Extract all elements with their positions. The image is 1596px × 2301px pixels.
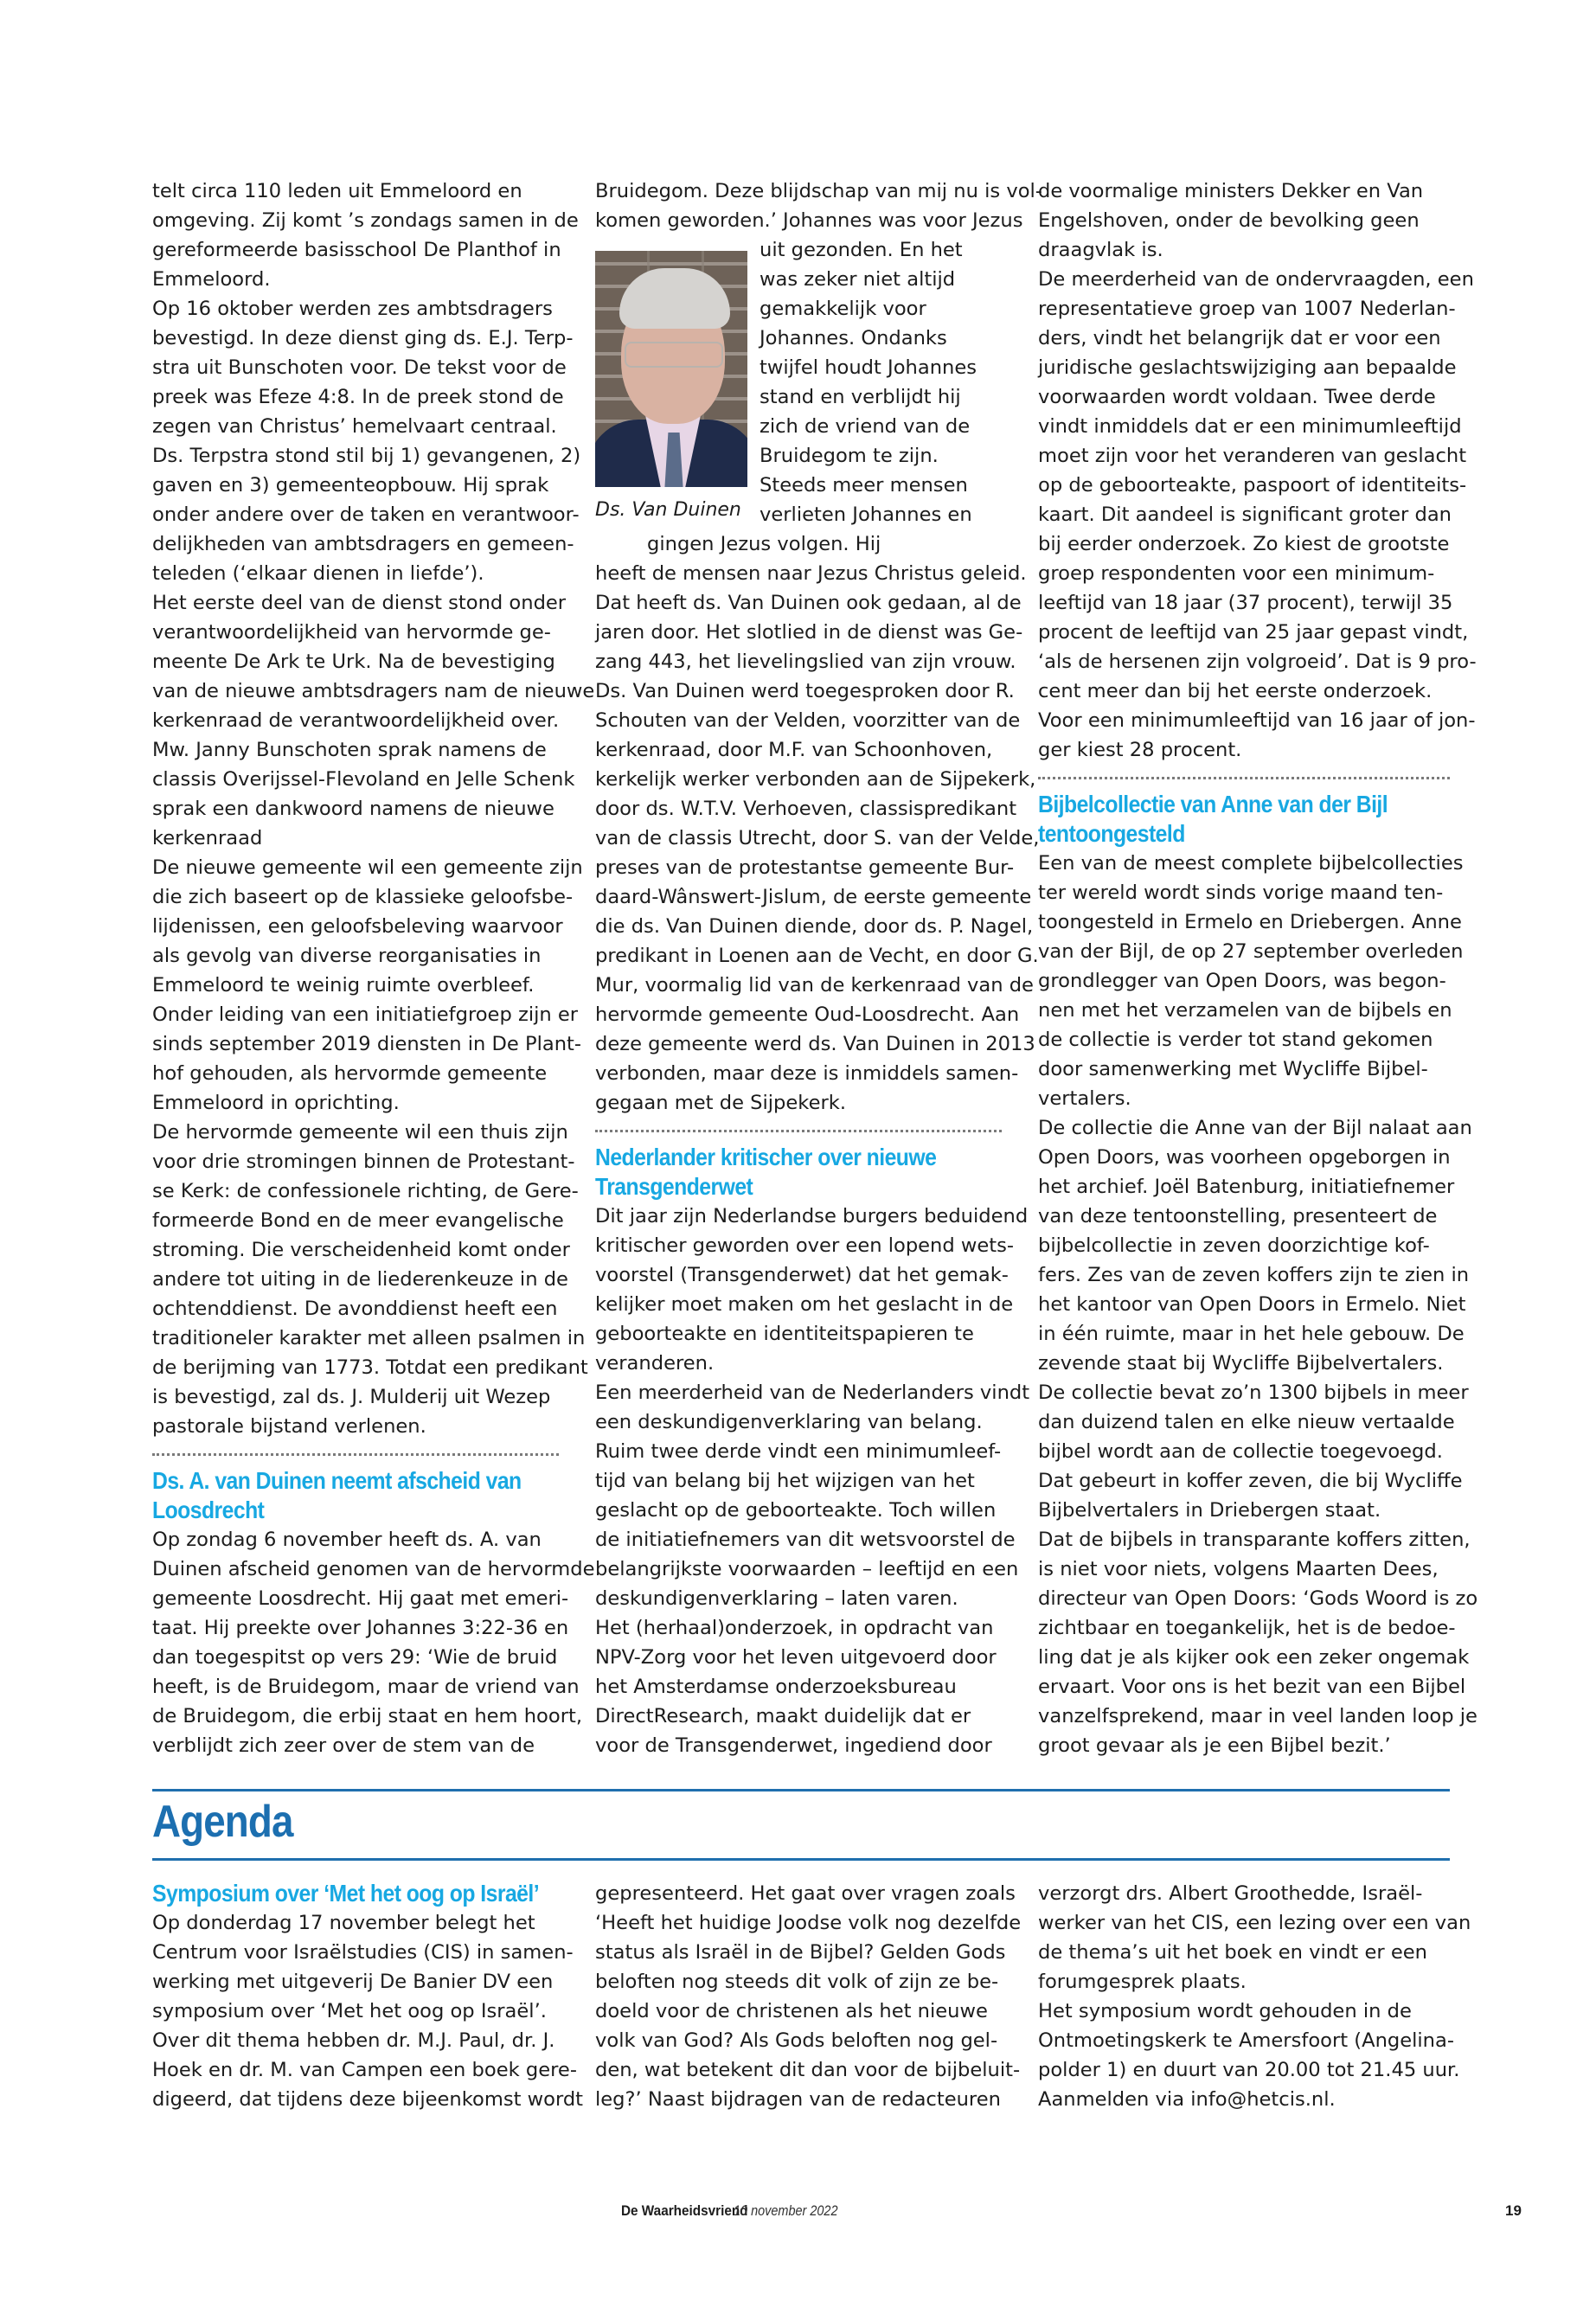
text-line: Bijbelcollectie van Anne van der Bijl: [1038, 791, 1388, 817]
text-line: het kantoor van Open Doors in Ermelo. Niet: [1038, 1293, 1466, 1316]
text-line: classis Overijssel-Flevoland en Jelle Schenk: [152, 768, 575, 791]
article-heading-transgenderwet: [595, 1143, 961, 1202]
section-rule-bottom: [152, 1858, 1450, 1861]
dotted-divider: [595, 1130, 1002, 1132]
text-line: geslacht op de geboorteakte. Toch willen: [595, 1499, 997, 1522]
text-line: omgeving. Zij komt ’s zondags samen in de: [152, 209, 579, 232]
text-line: De hervormde gemeente wil een thuis zijn: [152, 1121, 568, 1144]
text-line: vertalers.: [1038, 1087, 1131, 1110]
page-number: 19: [1505, 2202, 1522, 2219]
text-line: pastorale bijstand verlenen.: [152, 1415, 426, 1438]
text-line: kerkelijk werker verbonden aan de Sijpekerk,: [595, 768, 1036, 791]
text-line: draagvlak is.: [1038, 239, 1163, 261]
text-line: gereformeerde basisschool De Planthof in: [152, 239, 561, 261]
text-line: de collectie is verder tot stand gekomen: [1038, 1029, 1433, 1051]
text-line: verzorgt drs. Albert Groothedde, Israël-: [1038, 1882, 1423, 1905]
text-line: van der Bijl, de op 27 september overleden: [1038, 940, 1464, 963]
text-line: gemakkelijk voor: [760, 298, 926, 320]
text-line: juridische geslachtswijziging aan bepaalde: [1038, 356, 1457, 379]
text-line: Op 16 oktober werden zes ambtsdragers: [152, 298, 553, 320]
text-line: leeftijd van 18 jaar (37 procent), terwijl 35: [1038, 592, 1453, 614]
text-line: hof gehouden, als hervormde gemeente: [152, 1062, 548, 1085]
text-line: Johannes. Ondanks: [760, 327, 947, 349]
text-line: verlieten Johannes en: [760, 503, 972, 526]
text-line: grondlegger van Open Doors, was begon-: [1038, 970, 1446, 992]
dotted-divider: [152, 1453, 559, 1456]
text-line: tijd van belang bij het wijzigen van het: [595, 1470, 975, 1492]
text-line: cent meer dan bij het eerste onderzoek.: [1038, 680, 1433, 702]
text-line: directeur van Open Doors: ‘Gods Woord is zo: [1038, 1587, 1478, 1610]
article-body-continued-2: [595, 559, 1040, 1118]
photo-figure: [595, 251, 747, 525]
text-line: Op zondag 6 november heeft ds. A. van: [152, 1529, 542, 1551]
text-line: preek was Efeze 4:8. In de preek stond de: [152, 386, 564, 408]
text-line: een deskundigenverklaring van belang.: [595, 1411, 983, 1433]
text-line: Ruim twee derde vindt een minimumleef-: [595, 1440, 1002, 1463]
text-line: kelijker moet maken om het geslacht in de: [595, 1293, 1014, 1316]
text-line: ‘als de hersenen zijn volgroeid’. Dat is 9 pro-: [1038, 651, 1477, 673]
article-body: [152, 176, 595, 1441]
text-line: Nederlander kritischer over nieuwe: [595, 1144, 937, 1170]
text-line: meente De Ark te Urk. Na de bevestiging: [152, 651, 555, 673]
text-line: Over dit thema hebben dr. M.J. Paul, dr. J.: [152, 2029, 555, 2052]
text-line: onder andere over de taken en verantwoor-: [152, 503, 580, 526]
text-line: zichtbaar en toegankelijk, het is de bedoe-: [1038, 1617, 1456, 1639]
text-line: Schouten van der Velden, voorzitter van de: [595, 709, 1021, 732]
text-line: NPV-Zorg voor het leven uitgevoerd door: [595, 1646, 997, 1669]
text-line: van de nieuwe ambtsdragers nam de nieuwe: [152, 680, 595, 702]
text-line: die ds. Van Duinen diende, door ds. P. Nagel,: [595, 915, 1034, 938]
portrait-photo: [595, 251, 747, 487]
text-line: polder 1) en duurt van 20.00 tot 21.45 uur.: [1038, 2059, 1460, 2081]
agenda-body-continued-2: [1038, 1879, 1471, 2114]
text-line: Aanmelden via info@hetcis.nl.: [1038, 2088, 1336, 2111]
text-line: teleden (‘elkaar dienen in liefde’).: [152, 562, 484, 585]
agenda-body-continued: [595, 1879, 1022, 2114]
text-line: doeld voor de christenen als het nieuwe: [595, 2000, 988, 2022]
text-line: Bruidegom. Deze blijdschap van mij nu is vol-: [595, 180, 1042, 202]
text-line: representatieve groep van 1007 Nederlan-: [1038, 298, 1456, 320]
text-line: als gevolg van diverse reorganisaties in: [152, 945, 542, 967]
text-line: bijbelcollectie in zeven doorzichtige kof-: [1038, 1234, 1430, 1257]
text-line: deze gemeente werd ds. Van Duinen in 2013: [595, 1033, 1035, 1055]
text-line: Centrum voor Israëlstudies (CIS) in samen-: [152, 1941, 574, 1964]
text-line: Steeds meer mensen: [760, 474, 968, 497]
text-line: status als Israël in de Bijbel? Gelden Gods: [595, 1941, 1006, 1964]
text-line: lijdenissen, een geloofsbeleving waarvoor: [152, 915, 563, 938]
article-body-transgenderwet: [595, 1202, 1030, 1760]
text-line: hervormde gemeente Oud-Loosdrecht. Aan: [595, 1003, 1020, 1026]
article-body-continued: [595, 176, 1042, 235]
text-line: deskundigenverklaring – laten varen.: [595, 1587, 958, 1610]
text-line: Emmeloord.: [152, 268, 271, 291]
text-line: verblijdt zich zeer over de stem van de: [152, 1734, 535, 1757]
text-line: predikant in Loenen aan de Vecht, en door G.: [595, 945, 1039, 967]
text-line: jaren door. Het slotlied in de dienst was Ge-: [595, 621, 1023, 644]
text-line: stra uit Bunschoten voor. De tekst voor de: [152, 356, 567, 379]
agenda-body: [152, 1908, 584, 2114]
text-line: leg?’ Naast bijdragen van de redacteuren: [595, 2088, 1001, 2111]
agenda-title: Agenda: [152, 1797, 293, 1847]
text-line: Bruidegom te zijn.: [760, 445, 939, 467]
text-line: Het (herhaal)onderzoek, in opdracht van: [595, 1617, 994, 1639]
text-line: heeft, is de Bruidegom, maar de vriend van: [152, 1676, 580, 1698]
text-line: sinds september 2019 diensten in De Plant-: [152, 1033, 582, 1055]
text-line: De collectie bevat zo’n 1300 bijbels in meer: [1038, 1381, 1469, 1404]
text-line: door samenwerking met Wycliffe Bijbel-: [1038, 1058, 1428, 1080]
text-line: symposium over ‘Met het oog op Israël’.: [152, 2000, 547, 2022]
text-line: komen geworden.’ Johannes was voor Jezus: [595, 209, 1023, 232]
text-line: Emmeloord te weinig ruimte overbleef.: [152, 974, 535, 997]
text-line: Emmeloord in oprichting.: [152, 1092, 400, 1114]
text-line: preses van de protestantse gemeente Bur-: [595, 856, 1015, 879]
text-line: gaven en 3) gemeenteopbouw. Hij sprak: [152, 474, 549, 497]
section-rule-top: [152, 1789, 1450, 1791]
text-line: Ds. A. van Duinen neemt afscheid van: [152, 1467, 522, 1494]
text-line: sprak een dankwoord namens de nieuwe: [152, 798, 554, 820]
text-line: Duinen afscheid genomen van de hervormde: [152, 1558, 595, 1580]
text-line: se Kerk: de confessionele richting, de Gere-: [152, 1180, 579, 1202]
text-line: delijkheden van ambtsdragers en gemeen-: [152, 533, 574, 555]
text-line: digeerd, dat tijdens deze bijeenkomst wordt: [152, 2088, 584, 2111]
text-line: vanzelfsprekend, maar in veel landen loop je: [1038, 1705, 1477, 1727]
text-line: zevende staat bij Wycliffe Bijbelvertalers.: [1038, 1352, 1444, 1375]
text-line: procent de leeftijd van 25 jaar gepast vindt,: [1038, 621, 1469, 644]
article-body-bijbelcollectie: [1038, 849, 1478, 1760]
text-line: Bijbelvertalers in Driebergen staat.: [1038, 1499, 1381, 1522]
text-line: van deze tentoonstelling, presenteert de: [1038, 1205, 1438, 1227]
dotted-divider: [1038, 777, 1450, 779]
text-line: werking met uitgeverij De Banier DV een: [152, 1971, 554, 1993]
text-line: de voormalige ministers Dekker en Van: [1038, 180, 1424, 202]
text-line: van de classis Utrecht, door S. van der Velde,: [595, 827, 1040, 849]
text-line: stroming. Die verscheidenheid komt onder: [152, 1239, 570, 1261]
text-line: de Bruidegom, die erbij staat en hem hoort,: [152, 1705, 583, 1727]
text-line: Dat de bijbels in transparante koffers zitten,: [1038, 1529, 1471, 1551]
text-line: Dat gebeurt in koffer zeven, die bij Wycliffe: [1038, 1470, 1463, 1492]
text-line: kerkenraad: [152, 827, 263, 849]
text-line: is niet voor niets, volgens Maarten Dees,: [1038, 1558, 1439, 1580]
text-line: De meerderheid van de ondervraagden, een: [1038, 268, 1474, 291]
text-line: geboorteakte en identiteitspapieren te: [595, 1323, 974, 1345]
text-line: voorstel (Transgenderwet) dat het gemak-: [595, 1264, 1009, 1286]
footer-date: 10 november 2022: [734, 2202, 838, 2219]
text-line: twijfel houdt Johannes: [760, 356, 977, 379]
text-line: voor de Transgenderwet, ingediend door: [595, 1734, 992, 1757]
text-line: bij eerder onderzoek. Zo kiest de grootste: [1038, 533, 1450, 555]
text-line: nen met het verzamelen van de bijbels en: [1038, 999, 1452, 1022]
text-line: tentoongesteld: [1038, 820, 1185, 847]
agenda-column-3: [1038, 1879, 1471, 2114]
text-line: gepresenteerd. Het gaat over vragen zoals: [595, 1882, 1016, 1905]
article-body-van-duinen: [152, 1525, 595, 1760]
photo-caption: Ds. Van Duinen: [595, 499, 741, 521]
text-line: Mur, voormalig lid van de kerkenraad van de: [595, 974, 1034, 997]
text-line: die zich baseert op de klassieke geloofsbe-: [152, 886, 574, 908]
column-2: [595, 176, 1042, 1760]
agenda-column-1: [152, 1879, 584, 2114]
text-line: werker van het CIS, een lezing over een van: [1038, 1912, 1471, 1934]
text-line: beloften nog steeds dit volk of zijn ze be-: [595, 1971, 999, 1993]
text-line: op de geboorteakte, paspoort of identiteits-: [1038, 474, 1467, 497]
text-line: Dit jaar zijn Nederlandse burgers beduidend: [595, 1205, 1029, 1227]
text-line: voorwaarden wordt voldaan. Twee derde: [1038, 386, 1436, 408]
text-line: gingen Jezus volgen. Hij: [647, 533, 881, 555]
text-line: Ontmoetingskerk te Amersfoort (Angelina-: [1038, 2029, 1454, 2052]
text-line: stand en verblijdt hij: [760, 386, 961, 408]
text-line: ling dat je als kijker ook een zeker ongemak: [1038, 1646, 1470, 1669]
text-line: telt circa 110 leden uit Emmeloord en: [152, 180, 522, 202]
column-3: [1038, 176, 1478, 1760]
text-line: Het eerste deel van de dienst stond onder: [152, 592, 567, 614]
agenda-column-2: [595, 1879, 1022, 2114]
text-line: groep respondenten voor een minimum-: [1038, 562, 1435, 585]
text-line: heeft de mensen naar Jezus Christus geleid.: [595, 562, 1027, 585]
text-line: dan duizend talen en elke nieuw vertaalde: [1038, 1411, 1455, 1433]
text-line: Transgenderwet: [595, 1173, 753, 1200]
text-line: verantwoordelijkheid van hervormde ge-: [152, 621, 551, 644]
text-line: bijbel wordt aan de collectie toegevoegd.: [1038, 1440, 1443, 1463]
article-heading-van-duinen: [152, 1466, 522, 1525]
text-line: Een van de meest complete bijbelcollecties: [1038, 852, 1464, 875]
text-line: daard-Wânswert-Jislum, de eerste gemeente: [595, 886, 1032, 908]
text-line: Mw. Janny Bunschoten sprak namens de: [152, 739, 547, 761]
text-line: andere tot uiting in de liederenkeuze in de: [152, 1268, 568, 1291]
text-line: Een meerderheid van de Nederlanders vindt: [595, 1381, 1030, 1404]
text-line: het Amsterdamse onderzoeksbureau: [595, 1676, 957, 1698]
text-line: gemeente Loosdrecht. Hij gaat met emeri-: [152, 1587, 569, 1610]
text-line: formeerde Bond en de meer evangelische: [152, 1209, 564, 1232]
text-line: door ds. W.T.V. Verhoeven, classispredikant: [595, 798, 1017, 820]
text-line: taat. Hij preekte over Johannes 3:22-36 en: [152, 1617, 569, 1639]
text-line: Loosdrecht: [152, 1497, 265, 1523]
text-line: toongesteld in Ermelo en Driebergen. Anne: [1038, 911, 1462, 933]
text-line: moet zijn voor het veranderen van geslacht: [1038, 445, 1467, 467]
column-1: [152, 176, 595, 1760]
text-line: fers. Zes van de zeven koffers zijn te zien in: [1038, 1264, 1470, 1286]
text-line: forumgesprek plaats.: [1038, 1971, 1247, 1993]
text-line: Engelshoven, onder de bevolking geen: [1038, 209, 1420, 232]
text-line: zang 443, het lievelingslied van zijn vrouw.: [595, 651, 1016, 673]
text-line: ders, vindt het belangrijk dat er voor een: [1038, 327, 1441, 349]
text-line: veranderen.: [595, 1352, 715, 1375]
text-line: zich de vriend van de: [760, 415, 971, 438]
text-line: voor drie stromingen binnen de Protestant-: [152, 1150, 575, 1173]
text-line: De nieuwe gemeente wil een gemeente zijn: [152, 856, 583, 879]
text-line: Dat heeft ds. Van Duinen ook gedaan, al de: [595, 592, 1022, 614]
text-line: Ds. Terpstra stond stil bij 1) gevangenen, 2): [152, 445, 581, 467]
text-line: groot gevaar als je een Bijbel bezit.’: [1038, 1734, 1391, 1757]
agenda-heading: Symposium over ‘Met het oog op Israël’: [152, 1880, 540, 1907]
text-line: Het symposium wordt gehouden in de: [1038, 2000, 1412, 2022]
text-line: ‘Heeft het huidige Joodse volk nog dezelfde: [595, 1912, 1022, 1934]
text-line: bevestigd. In deze dienst ging ds. E.J. Terp-: [152, 327, 574, 349]
text-line: de initiatiefnemers van dit wetsvoorstel de: [595, 1529, 1016, 1551]
text-line: gegaan met de Sijpekerk.: [595, 1092, 847, 1114]
text-line: volk van God? Als Gods beloften nog gel-: [595, 2029, 998, 2052]
text-line: de berijming van 1773. Totdat een predikant: [152, 1356, 588, 1379]
text-line: uit gezonden. En het: [760, 239, 963, 261]
text-line: ter wereld wordt sinds vorige maand ten-: [1038, 881, 1444, 904]
text-line: Op donderdag 17 november belegt het: [152, 1912, 535, 1934]
text-line: is bevestigd, zal ds. J. Mulderij uit Wezep: [152, 1386, 551, 1408]
article-heading-bijbelcollectie: [1038, 790, 1408, 849]
text-line: verbonden, maar deze is inmiddels samen-: [595, 1062, 1019, 1085]
text-line: ochtenddienst. De avonddienst heeft een: [152, 1298, 558, 1320]
text-line: DirectResearch, maakt duidelijk dat er: [595, 1705, 971, 1727]
text-line: het archief. Joël Batenburg, initiatiefnemer: [1038, 1176, 1455, 1198]
text-line: Onder leiding van een initiatiefgroep zijn er: [152, 1003, 579, 1026]
text-line: Open Doors, was voorheen opgeborgen in: [1038, 1146, 1451, 1169]
footer-publication: De Waarheidsvriend: [621, 2202, 748, 2219]
text-line: in één ruimte, maar in het hele gebouw. De: [1038, 1323, 1465, 1345]
text-line: kerkenraad de verantwoordelijkheid over.: [152, 709, 560, 732]
text-line: de thema’s uit het boek en vindt er een: [1038, 1941, 1427, 1964]
text-line: zegen van Christus’ hemelvaart centraal.: [152, 415, 557, 438]
text-line: kaart. Dit aandeel is significant groter dan: [1038, 503, 1452, 526]
article-body-transgenderwet-continued: [1038, 176, 1477, 765]
text-line: kerkenraad, door M.F. van Schoonhoven,: [595, 739, 993, 761]
text-line: kritischer geworden over een lopend wets-: [595, 1234, 1015, 1257]
text-line: den, wat betekent dit dan voor de bijbeluit-: [595, 2059, 1021, 2081]
text-line: was zeker niet altijd: [760, 268, 956, 291]
text-line: ervaart. Voor ons is het bezit van een Bijbel: [1038, 1676, 1466, 1698]
text-line: Hoek en dr. M. van Campen een boek gere-: [152, 2059, 577, 2081]
text-line: De collectie die Anne van der Bijl nalaat aan: [1038, 1117, 1472, 1139]
text-line: vindt inmiddels dat er een minimumleeftijd: [1038, 415, 1462, 438]
text-line: Ds. Van Duinen werd toegesproken door R.: [595, 680, 1015, 702]
text-line: Voor een minimumleeftijd van 16 jaar of jon-: [1038, 709, 1476, 732]
text-line: dan toegespitst op vers 29: ‘Wie de bruid: [152, 1646, 558, 1669]
text-line: belangrijkste voorwaarden – leeftijd en een: [595, 1558, 1019, 1580]
text-line: traditioneler karakter met alleen psalmen in: [152, 1327, 586, 1349]
text-line: ger kiest 28 procent.: [1038, 739, 1242, 761]
